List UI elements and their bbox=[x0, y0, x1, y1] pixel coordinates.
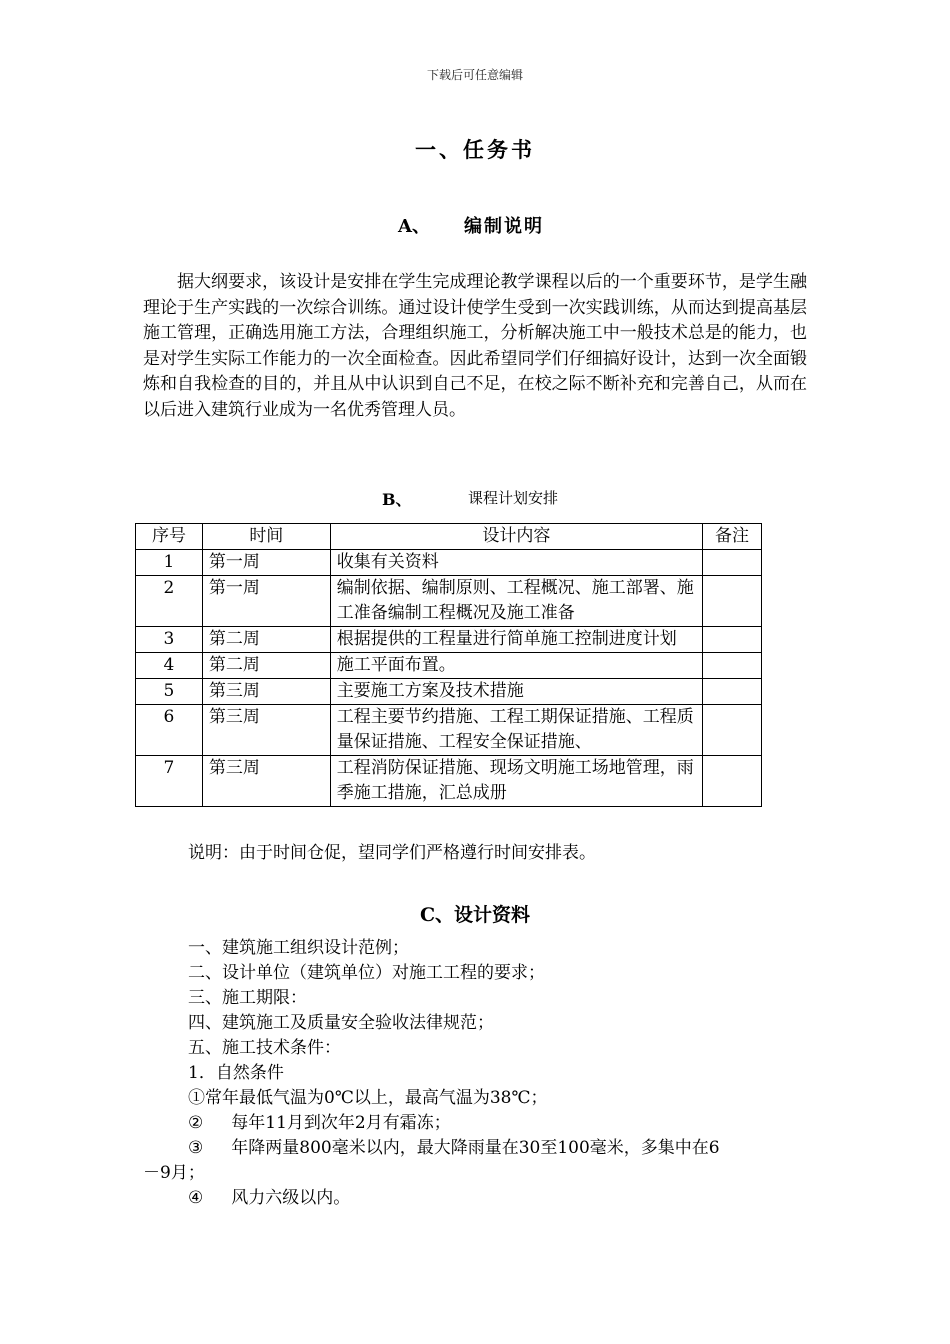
item-marker: ② bbox=[188, 1113, 204, 1133]
table-header-row bbox=[136, 524, 762, 550]
row-no: 5 bbox=[136, 679, 203, 705]
row-time: 第二周 bbox=[202, 653, 330, 679]
header-note: 下载后可任意编辑 bbox=[426, 68, 523, 82]
section-b-letter: B、 bbox=[382, 490, 412, 509]
row-time: 第一周 bbox=[202, 550, 330, 576]
row-content: 编制依据、编制原则、工程概况、施工部署、施工准备编制工程概况及施工准备 bbox=[330, 576, 702, 627]
schedule-table bbox=[135, 523, 762, 807]
natural-item-2 bbox=[143, 1111, 807, 1136]
row-content: 工程主要节约措施、工程工期保证措施、工程质量保证措施、工程安全保证措施、 bbox=[330, 705, 702, 756]
list-item: 三、施工期限： bbox=[188, 988, 307, 1008]
row-note bbox=[703, 576, 762, 627]
table-row bbox=[136, 679, 762, 705]
row-no: 3 bbox=[136, 627, 203, 653]
table-note: 说明：由于时间仓促，望同学们严格遵行时间安排表。 bbox=[188, 843, 596, 863]
row-content: 根据提供的工程量进行简单施工控制进度计划 bbox=[330, 627, 702, 653]
item-marker: ③ bbox=[188, 1138, 204, 1158]
row-note bbox=[703, 756, 762, 807]
natural-item-3-continued: －9月； bbox=[143, 1163, 205, 1183]
header-note: 备注 bbox=[703, 524, 762, 550]
section-a-title: 编制说明 bbox=[464, 216, 544, 237]
row-no: 6 bbox=[136, 705, 203, 756]
intro-section bbox=[143, 270, 807, 423]
intro-paragraph: 据大纲要求，该设计是安排在学生完成理论教学课程以后的一个重要环节，是学生融理论于生产实践的一次综合训练。通过设计使学生受到一次实践训练，从而达到提高基层施工管理，正确选用施工方法，合理组织施工，分析解决施工中一般技术总是的能力，也是对学生实际工作能力的一次全面检查。因此希望同学们仔细搞好设计，达到一次全面锻炼和自我检查的目的，并且从中认识到自己不足，在校之际不断补充和完善自己，从而在以后进入建筑行业成为一名优秀管理人员。 bbox=[143, 272, 807, 420]
row-time: 第二周 bbox=[202, 627, 330, 653]
section-c-heading: C、设计资料 bbox=[419, 904, 531, 926]
row-note bbox=[703, 705, 762, 756]
header-time: 时间 bbox=[202, 524, 330, 550]
row-content: 收集有关资料 bbox=[330, 550, 702, 576]
list-item: 二、设计单位（建筑单位）对施工工程的要求； bbox=[188, 963, 545, 983]
header-content: 设计内容 bbox=[330, 524, 702, 550]
section-a-letter: A、 bbox=[398, 216, 430, 237]
row-note bbox=[703, 679, 762, 705]
header-no: 序号 bbox=[136, 524, 203, 550]
row-content: 施工平面布置。 bbox=[330, 653, 702, 679]
row-time: 第一周 bbox=[202, 576, 330, 627]
list-item: 一、建筑施工组织设计范例； bbox=[188, 938, 409, 958]
row-time: 第三周 bbox=[202, 705, 330, 756]
item-text: 年降两量800毫米以内，最大降雨量在30至100毫米，多集中在6 bbox=[231, 1138, 720, 1158]
natural-item-1: ①常年最低气温为0℃以上，最高气温为38℃； bbox=[188, 1088, 548, 1108]
natural-item-3 bbox=[143, 1136, 807, 1161]
row-note bbox=[703, 550, 762, 576]
row-no: 1 bbox=[136, 550, 203, 576]
row-time: 第三周 bbox=[202, 756, 330, 807]
item-marker: ④ bbox=[188, 1188, 204, 1208]
natural-item-4 bbox=[143, 1186, 807, 1211]
table-row bbox=[136, 550, 762, 576]
natural-heading: 1．自然条件 bbox=[188, 1063, 284, 1083]
row-no: 2 bbox=[136, 576, 203, 627]
row-time: 第三周 bbox=[202, 679, 330, 705]
row-note bbox=[703, 653, 762, 679]
table-row bbox=[136, 756, 762, 807]
row-no: 7 bbox=[136, 756, 203, 807]
list-item: 五、施工技术条件： bbox=[188, 1038, 341, 1058]
materials-list bbox=[143, 936, 807, 1211]
table-row bbox=[136, 705, 762, 756]
table-row bbox=[136, 576, 762, 627]
page-title: 一、任务书 bbox=[415, 137, 535, 162]
item-text: 风力六级以内。 bbox=[231, 1188, 351, 1208]
item-text: 每年11月到次年2月有霜冻； bbox=[231, 1113, 451, 1133]
table-row bbox=[136, 653, 762, 679]
row-content: 主要施工方案及技术措施 bbox=[330, 679, 702, 705]
row-content: 工程消防保证措施、现场文明施工场地管理，雨季施工措施，汇总成册 bbox=[330, 756, 702, 807]
row-no: 4 bbox=[136, 653, 203, 679]
row-note bbox=[703, 627, 762, 653]
list-item: 四、建筑施工及质量安全验收法律规范； bbox=[188, 1013, 494, 1033]
table-row bbox=[136, 627, 762, 653]
section-b-title: 课程计划安排 bbox=[468, 489, 559, 507]
